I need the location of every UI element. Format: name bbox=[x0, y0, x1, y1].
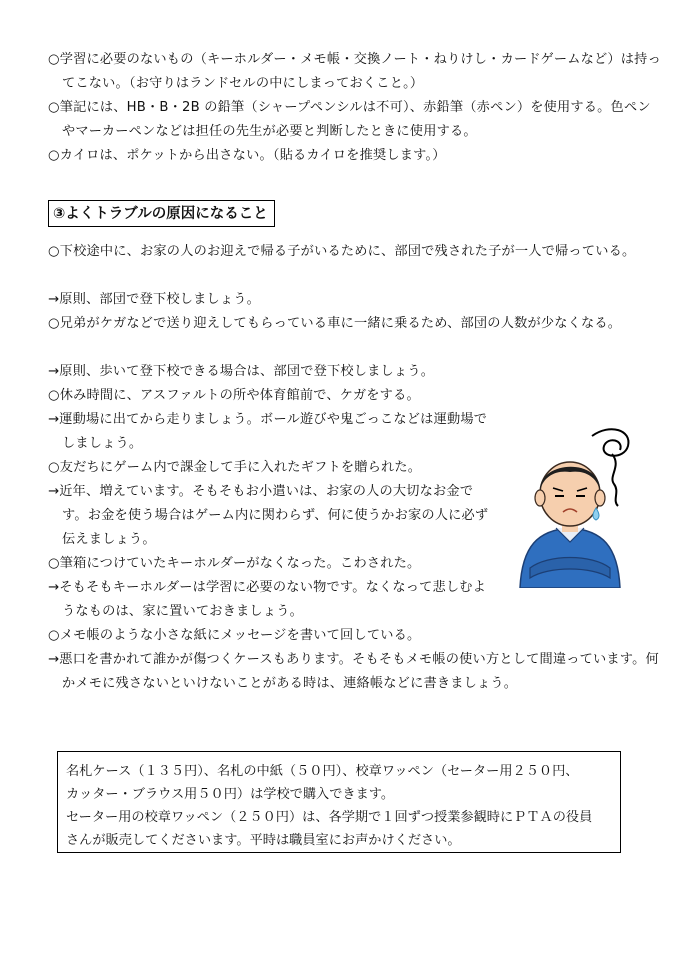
notice-line-1: 名札ケース（１３５円）、名札の中紙（５０円）、校章ワッペン（セーター用２５０円、 bbox=[66, 764, 579, 779]
section-heading: ③よくトラブルの原因になること bbox=[48, 200, 275, 227]
price-notice-box bbox=[57, 751, 621, 853]
rule-item-no-unnecessary-items: ○学習に必要のないもの（キーホルダー・メモ帳・交換ノート・ねりけし・カードゲームなど）は持ってこない。（お守りはランドセルの中にしまっておくこと。） bbox=[48, 52, 661, 91]
notice-line-4: さんが販売してくださいます。平時は職員室にお声かけください。 bbox=[66, 833, 461, 848]
trouble-advice-memo: →悪口を書かれて誰かが傷つくケースもあります。そもそもメモ帳の使い方として間違っています。何かメモに残さないといけないことがある時は、連絡帳などに書きましょう。 bbox=[48, 652, 659, 691]
rule-item-kairo: ○カイロは、ポケットから出さない。（貼るカイロを推奨します。） bbox=[48, 148, 446, 163]
trouble-item-keyholder: ○筆箱につけていたキーホルダーがなくなった。こわされた。 bbox=[48, 556, 421, 571]
trouble-advice-pickup: →原則、部団で登下校しましょう。 bbox=[48, 292, 261, 307]
notice-line-2: カッター・ブラウス用５０円）は学校で購入できます。 bbox=[66, 787, 395, 802]
trouble-item-pickup: ○下校途中に、お家の人のお迎えで帰る子がいるために、部団で残された子が一人で帰っている。 bbox=[48, 244, 636, 259]
rule-item-writing-tools: ○筆記には、HB・B・2B の鉛筆（シャープペンシルは不可）、赤鉛筆（赤ペン）を使用する。色ペンやマーカーペンなどは担任の先生が必要と判断したときに使用する。 bbox=[48, 100, 651, 139]
trouble-item-sibling-car: ○兄弟がケガなどで送り迎えしてもらっている車に一緒に乗るため、部団の人数が少なくなる。 bbox=[48, 316, 622, 331]
notice-line-3: セーター用の校章ワッペン（２５０円）は、各学期で１回ずつ授業参観時にＰＴＡの役員 bbox=[66, 810, 593, 825]
trouble-advice-keyholder: →そもそもキーホルダーは学習に必要のない物です。なくなって悲しむようなものは、家に置いておきましょう。 bbox=[48, 580, 487, 619]
trouble-advice-game-gift: →近年、増えています。そもそもお小遣いは、お家の人の大切なお金です。お金を使う場合はゲーム内に関わらず、何に使うかお家の人に必ず伝えましょう。 bbox=[48, 484, 489, 547]
trouble-item-game-gift: ○友だちにゲーム内で課金して手に入れたギフトを贈られた。 bbox=[48, 460, 422, 475]
trouble-item-memo: ○メモ帳のような小さな紙にメッセージを書いて回している。 bbox=[48, 628, 421, 643]
trouble-advice-sibling-car: →原則、歩いて登下校できる場合は、部団で登下校しましょう。 bbox=[48, 364, 435, 379]
trouble-advice-injury: →運動場に出てから走りましょう。ボール遊びや鬼ごっこなどは運動場でしましょう。 bbox=[48, 412, 488, 451]
worried-boy-illustration bbox=[500, 418, 640, 588]
trouble-item-injury: ○休み時間に、アスファルトの所や体育館前で、ケガをする。 bbox=[48, 388, 420, 403]
